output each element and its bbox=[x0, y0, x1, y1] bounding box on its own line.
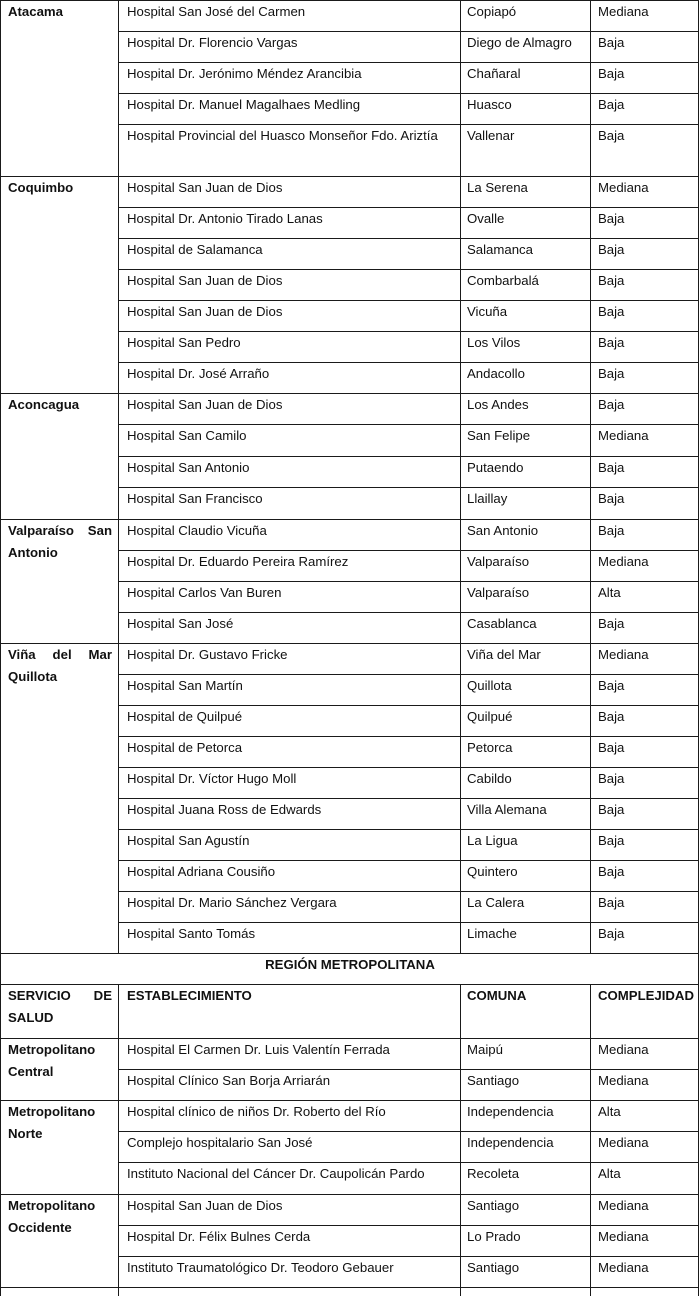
complexity-level: Mediana bbox=[598, 1042, 649, 1057]
establishment-name: Hospital Dr. Mario Sánchez Vergara bbox=[127, 895, 337, 910]
commune-name: Valparaíso bbox=[467, 585, 530, 600]
table-border bbox=[460, 1287, 461, 1296]
commune-name: Independencia bbox=[467, 1135, 554, 1150]
commune-name: Quilpué bbox=[467, 709, 513, 724]
commune-name: Villa Alemana bbox=[467, 802, 547, 817]
establishment-name: Complejo hospitalario San José bbox=[127, 1135, 313, 1150]
table-border bbox=[590, 1100, 591, 1194]
table-border bbox=[0, 1038, 1, 1100]
establishment-name: Hospital Dr. Florencio Vargas bbox=[127, 35, 298, 50]
commune-name: Los Andes bbox=[467, 397, 529, 412]
header-establishment: ESTABLECIMIENTO bbox=[127, 988, 252, 1003]
commune-name: Vicuña bbox=[467, 304, 508, 319]
commune-name: Maipú bbox=[467, 1042, 503, 1057]
commune-name: Quillota bbox=[467, 678, 512, 693]
complexity-level: Baja bbox=[598, 97, 625, 112]
service-name: Valparaíso San Antonio bbox=[8, 523, 112, 560]
complexity-level: Mediana bbox=[598, 1073, 649, 1088]
establishment-name: Hospital Provincial del Huasco Monseñor Fdo. Ariztía bbox=[127, 128, 438, 143]
commune-name: Vallenar bbox=[467, 128, 515, 143]
table-border bbox=[0, 0, 1, 176]
commune-name: La Calera bbox=[467, 895, 525, 910]
commune-name: Petorca bbox=[467, 740, 513, 755]
complexity-level: Baja bbox=[598, 864, 625, 879]
table-border bbox=[698, 1194, 699, 1287]
table-border bbox=[460, 393, 461, 519]
complexity-level: Mediana bbox=[598, 180, 649, 195]
table-border bbox=[460, 643, 461, 953]
commune-name: Putaendo bbox=[467, 460, 524, 475]
establishment-name: Hospital Clínico San Borja Arriarán bbox=[127, 1073, 331, 1088]
complexity-level: Mediana bbox=[598, 647, 649, 662]
establishment-name: Hospital Santo Tomás bbox=[127, 926, 256, 941]
commune-name: Recoleta bbox=[467, 1166, 520, 1181]
commune-name: Copiapó bbox=[467, 4, 517, 19]
table-border bbox=[460, 1100, 461, 1194]
table-border bbox=[698, 0, 699, 176]
complexity-level: Baja bbox=[598, 740, 625, 755]
establishment-name: Instituto Nacional del Cáncer Dr. Caupolicán Pardo bbox=[127, 1166, 425, 1181]
table-border bbox=[698, 1287, 699, 1296]
complexity-level: Mediana bbox=[598, 1135, 649, 1150]
table-border bbox=[698, 643, 699, 953]
complexity-level: Baja bbox=[598, 35, 625, 50]
commune-name: San Antonio bbox=[467, 523, 539, 538]
establishment-name: Hospital de Quilpué bbox=[127, 709, 243, 724]
establishment-name: Hospital San Francisco bbox=[127, 491, 263, 506]
commune-name: Chañaral bbox=[467, 66, 521, 81]
complexity-level: Mediana bbox=[598, 428, 649, 443]
establishment-name: Hospital Dr. Víctor Hugo Moll bbox=[127, 771, 297, 786]
table-border bbox=[590, 643, 591, 953]
complexity-level: Baja bbox=[598, 242, 625, 257]
commune-name: La Ligua bbox=[467, 833, 518, 848]
complexity-level: Alta bbox=[598, 1166, 621, 1181]
table-border bbox=[0, 1194, 1, 1287]
table-border bbox=[460, 1038, 461, 1100]
region-title: REGIÓN METROPOLITANA bbox=[265, 957, 435, 972]
complexity-level: Baja bbox=[598, 66, 625, 81]
complexity-level: Baja bbox=[598, 335, 625, 350]
table-border bbox=[118, 519, 119, 643]
table-border bbox=[460, 0, 461, 176]
table-border bbox=[590, 0, 591, 176]
complexity-level: Mediana bbox=[598, 1229, 649, 1244]
complexity-level: Baja bbox=[598, 523, 625, 538]
commune-name: Casablanca bbox=[467, 616, 537, 631]
establishment-name: Instituto Traumatológico Dr. Teodoro Gebauer bbox=[127, 1260, 394, 1275]
establishment-name: Hospital Claudio Vicuña bbox=[127, 523, 267, 538]
table-border bbox=[590, 176, 591, 393]
commune-name: Santiago bbox=[467, 1073, 520, 1088]
complexity-level: Baja bbox=[598, 926, 625, 941]
complexity-level: Baja bbox=[598, 211, 625, 226]
commune-name: Huasco bbox=[467, 97, 512, 112]
commune-name: Combarbalá bbox=[467, 273, 539, 288]
table-border bbox=[118, 1100, 119, 1194]
commune-name: Los Vilos bbox=[467, 335, 521, 350]
table-border bbox=[698, 1038, 699, 1100]
establishment-name: Hospital Dr. Manuel Magalhaes Medling bbox=[127, 97, 361, 112]
establishment-name: Hospital San José bbox=[127, 616, 234, 631]
establishment-name: Hospital Dr. Gustavo Fricke bbox=[127, 647, 288, 662]
establishment-name: Hospital Dr. José Arraño bbox=[127, 366, 270, 381]
complexity-level: Mediana bbox=[598, 1260, 649, 1275]
complexity-level: Baja bbox=[598, 709, 625, 724]
establishment-name: Hospital San José del Carmen bbox=[127, 4, 306, 19]
establishment-name: Hospital Juana Ross de Edwards bbox=[127, 802, 322, 817]
table-border bbox=[698, 393, 699, 519]
complexity-level: Alta bbox=[598, 585, 621, 600]
table-border bbox=[590, 519, 591, 643]
table-border bbox=[0, 393, 1, 519]
complexity-level: Baja bbox=[598, 616, 625, 631]
service-name: Metropolitano Norte bbox=[8, 1104, 96, 1141]
establishment-name: Hospital de Petorca bbox=[127, 740, 243, 755]
complexity-level: Baja bbox=[598, 397, 625, 412]
table-border bbox=[590, 984, 591, 1038]
commune-name: Santiago bbox=[467, 1198, 520, 1213]
establishment-name: Hospital San Antonio bbox=[127, 460, 250, 475]
commune-name: Independencia bbox=[467, 1104, 554, 1119]
table-border bbox=[590, 1038, 591, 1100]
establishment-name: Hospital Dr. Antonio Tirado Lanas bbox=[127, 211, 323, 226]
complexity-level: Baja bbox=[598, 273, 625, 288]
table-border bbox=[590, 1287, 591, 1296]
table-border bbox=[698, 176, 699, 393]
table-border bbox=[118, 984, 119, 1038]
table-border bbox=[460, 519, 461, 643]
header-service: SERVICIO DE SALUD bbox=[8, 988, 112, 1025]
complexity-level: Alta bbox=[598, 1104, 621, 1119]
table-border bbox=[118, 176, 119, 393]
table-border bbox=[0, 1287, 1, 1296]
establishment-name: Hospital de Salamanca bbox=[127, 242, 263, 257]
table-border bbox=[698, 519, 699, 643]
table-border bbox=[460, 1194, 461, 1287]
service-name: Metropolitano Occidente bbox=[8, 1198, 96, 1235]
table-border bbox=[698, 1100, 699, 1194]
table-border bbox=[0, 953, 1, 984]
complexity-level: Baja bbox=[598, 771, 625, 786]
service-name: Atacama bbox=[8, 4, 63, 19]
commune-name: Salamanca bbox=[467, 242, 533, 257]
table-border bbox=[590, 1194, 591, 1287]
establishment-name: Hospital San Camilo bbox=[127, 428, 247, 443]
establishment-name: Hospital El Carmen Dr. Luis Valentín Ferrada bbox=[127, 1042, 390, 1057]
table-border bbox=[118, 393, 119, 519]
table-border bbox=[460, 176, 461, 393]
table-border bbox=[0, 1287, 699, 1288]
complexity-level: Baja bbox=[598, 895, 625, 910]
complexity-level: Baja bbox=[598, 678, 625, 693]
table-border bbox=[0, 1100, 1, 1194]
establishment-name: Hospital Dr. Félix Bulnes Cerda bbox=[127, 1229, 311, 1244]
establishment-name: Hospital San Pedro bbox=[127, 335, 241, 350]
table-border bbox=[118, 643, 119, 953]
establishment-name: Hospital San Martín bbox=[127, 678, 243, 693]
establishment-name: Hospital clínico de niños Dr. Roberto del Río bbox=[127, 1104, 386, 1119]
commune-name: Lo Prado bbox=[467, 1229, 521, 1244]
commune-name: Valparaíso bbox=[467, 554, 530, 569]
table-border bbox=[118, 1287, 119, 1296]
table-border bbox=[118, 1038, 119, 1100]
service-name: Metropolitano Central bbox=[8, 1042, 96, 1079]
commune-name: San Felipe bbox=[467, 428, 531, 443]
table-border bbox=[0, 643, 1, 953]
establishment-name: Hospital San Juan de Dios bbox=[127, 304, 283, 319]
table-border bbox=[0, 984, 1, 1038]
establishment-name: Hospital Dr. Eduardo Pereira Ramírez bbox=[127, 554, 349, 569]
table-border bbox=[118, 1194, 119, 1287]
complexity-level: Baja bbox=[598, 491, 625, 506]
establishment-name: Hospital Carlos Van Buren bbox=[127, 585, 282, 600]
establishment-name: Hospital San Juan de Dios bbox=[127, 180, 283, 195]
complexity-level: Mediana bbox=[598, 554, 649, 569]
establishment-name: Hospital Adriana Cousiño bbox=[127, 864, 276, 879]
complexity-level: Mediana bbox=[598, 1198, 649, 1213]
commune-name: Santiago bbox=[467, 1260, 520, 1275]
establishment-name: Hospital San Juan de Dios bbox=[127, 273, 283, 288]
establishment-name: Hospital San Agustín bbox=[127, 833, 250, 848]
header-complexity: COMPLEJIDAD bbox=[598, 988, 694, 1003]
commune-name: Andacollo bbox=[467, 366, 525, 381]
commune-name: Diego de Almagro bbox=[467, 35, 572, 50]
commune-name: Cabildo bbox=[467, 771, 512, 786]
complexity-level: Mediana bbox=[598, 4, 649, 19]
header-commune: COMUNA bbox=[467, 988, 527, 1003]
establishment-name: Hospital San Juan de Dios bbox=[127, 397, 283, 412]
table-border bbox=[0, 519, 1, 643]
service-name: Viña del Mar Quillota bbox=[8, 647, 112, 684]
commune-name: Quintero bbox=[467, 864, 518, 879]
complexity-level: Baja bbox=[598, 833, 625, 848]
establishment-name: Hospital San Juan de Dios bbox=[127, 1198, 283, 1213]
table-border bbox=[0, 176, 1, 393]
table-border bbox=[590, 393, 591, 519]
commune-name: Limache bbox=[467, 926, 517, 941]
commune-name: Llaillay bbox=[467, 491, 508, 506]
complexity-level: Baja bbox=[598, 128, 625, 143]
table-border bbox=[698, 984, 699, 1038]
complexity-level: Baja bbox=[598, 304, 625, 319]
table-border bbox=[460, 984, 461, 1038]
establishment-name: Hospital Dr. Jerónimo Méndez Arancibia bbox=[127, 66, 362, 81]
service-name: Aconcagua bbox=[8, 397, 80, 412]
commune-name: Ovalle bbox=[467, 211, 505, 226]
commune-name: Viña del Mar bbox=[467, 647, 541, 662]
complexity-level: Baja bbox=[598, 366, 625, 381]
complexity-level: Baja bbox=[598, 460, 625, 475]
table-border bbox=[118, 0, 119, 176]
commune-name: La Serena bbox=[467, 180, 528, 195]
service-name: Coquimbo bbox=[8, 180, 74, 195]
table-border bbox=[698, 953, 699, 984]
complexity-level: Baja bbox=[598, 802, 625, 817]
